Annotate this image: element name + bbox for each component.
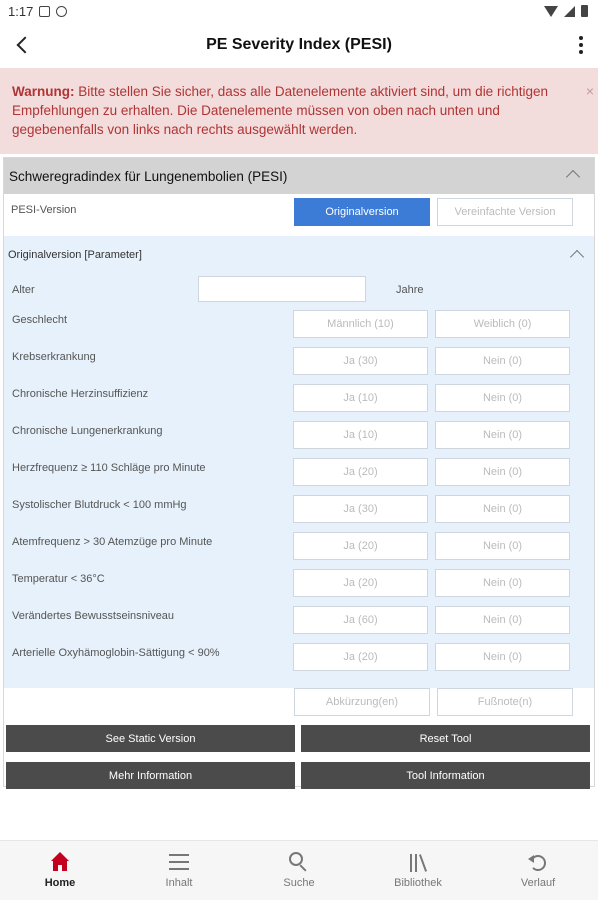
- pesi-card: [3, 157, 595, 787]
- signal-icon: [564, 6, 575, 17]
- param-row-temperature: [4, 569, 594, 606]
- close-icon[interactable]: ×: [585, 83, 594, 99]
- nav-history[interactable]: [478, 841, 598, 900]
- param-row-systolic-bp: [4, 495, 594, 532]
- status-left: [8, 4, 67, 19]
- age-label: Alter: [12, 284, 35, 296]
- nav-search[interactable]: [239, 841, 359, 900]
- option-no[interactable]: Nein (0): [435, 347, 570, 375]
- parameters-title: Originalversion [Parameter]: [8, 249, 142, 261]
- wifi-icon: [544, 6, 558, 17]
- tool-info-button[interactable]: Tool Information: [301, 762, 590, 789]
- option-no[interactable]: Nein (0): [435, 532, 570, 560]
- history-icon: [527, 851, 549, 873]
- version-row: [4, 194, 594, 234]
- param-label: Chronische Lungenerkrankung: [12, 425, 163, 437]
- nav-label: Home: [44, 877, 76, 889]
- param-row-heart-rate: [4, 458, 594, 495]
- param-row-cancer: [4, 347, 594, 384]
- option-no[interactable]: Nein (0): [435, 569, 570, 597]
- param-label: Herzfrequenz ≥ 110 Schläge pro Minute: [12, 462, 206, 474]
- back-button[interactable]: [8, 30, 38, 60]
- status-right: [544, 5, 588, 17]
- battery-icon: [581, 5, 588, 17]
- param-label: Geschlecht: [12, 314, 68, 326]
- static-version-button[interactable]: See Static Version: [6, 725, 295, 752]
- param-row-heart-failure: [4, 384, 594, 421]
- warning-text: Bitte stellen Sie sicher, dass alle Datenelemente aktiviert sind, um die richtigen Empfehlungen zu erhalten. Die Datenelemente müssen von oben nach unten und gegebenenfalls von links nach rechts ausgewählt werden.: [12, 84, 548, 137]
- option-no[interactable]: Nein (0): [435, 643, 570, 671]
- reset-tool-button[interactable]: Reset Tool: [301, 725, 590, 752]
- section-title: Schweregradindex für Lungenembolien (PESI): [9, 168, 288, 184]
- param-label: Arterielle Oxyhämoglobin-Sättigung < 90%: [12, 647, 220, 659]
- notification-icon: [39, 6, 50, 17]
- warning-banner: [0, 68, 598, 154]
- age-input[interactable]: [198, 276, 366, 302]
- app-bar: [0, 22, 598, 68]
- option-no[interactable]: Nein (0): [435, 421, 570, 449]
- back-arrow-icon: [17, 37, 34, 54]
- library-icon: [407, 851, 429, 873]
- param-label: Verändertes Bewusstseinsniveau: [12, 610, 175, 622]
- version-label: PESI-Version: [11, 204, 77, 216]
- option-yes[interactable]: Ja (10): [293, 384, 428, 412]
- param-row-consciousness: [4, 606, 594, 643]
- nav-label: Bibliothek: [394, 877, 442, 889]
- overflow-menu-button[interactable]: [570, 30, 592, 60]
- section-header[interactable]: [4, 158, 594, 194]
- chevron-up-icon: [566, 170, 580, 184]
- nav-label: Inhalt: [165, 877, 193, 889]
- option-no[interactable]: Nein (0): [435, 606, 570, 634]
- option-yes[interactable]: Ja (20): [293, 643, 428, 671]
- more-info-button[interactable]: Mehr Information: [6, 762, 295, 789]
- warning-prefix: Warnung:: [12, 84, 75, 99]
- more-vert-icon: [579, 36, 583, 40]
- nav-label: Suche: [283, 877, 315, 889]
- option-no[interactable]: Nein (0): [435, 384, 570, 412]
- param-label: Atemfrequenz > 30 Atemzüge pro Minute: [12, 536, 213, 548]
- param-row-sex: [4, 310, 594, 347]
- option-yes[interactable]: Ja (20): [293, 532, 428, 560]
- parameters-header[interactable]: [4, 236, 594, 274]
- search-icon: [288, 851, 310, 873]
- option-no[interactable]: Nein (0): [435, 458, 570, 486]
- param-label: Chronische Herzinsuffizienz: [12, 388, 149, 400]
- page-title: PE Severity Index (PESI): [206, 36, 392, 53]
- status-time: 1:17: [8, 3, 34, 19]
- option-yes[interactable]: Ja (30): [293, 347, 428, 375]
- param-row-oxygen-saturation: [4, 643, 594, 680]
- footnotes-button[interactable]: Fußnote(n): [437, 688, 573, 716]
- list-icon: [168, 851, 190, 873]
- parameters-panel: [4, 236, 594, 688]
- param-label: Systolischer Blutdruck < 100 mmHg: [12, 499, 187, 511]
- abbreviations-button[interactable]: Abkürzung(en): [294, 688, 430, 716]
- version-original-button[interactable]: Originalversion: [294, 198, 430, 226]
- option-yes[interactable]: Ja (20): [293, 458, 428, 486]
- card-actions: [4, 688, 594, 786]
- param-row-respiratory-rate: [4, 532, 594, 569]
- sync-icon: [56, 6, 67, 17]
- version-simplified-button[interactable]: Vereinfachte Version: [437, 198, 573, 226]
- param-label: Krebserkrankung: [12, 351, 96, 363]
- param-row-lung-disease: [4, 421, 594, 458]
- nav-contents[interactable]: [119, 841, 239, 900]
- option-no[interactable]: Nein (0): [435, 495, 570, 523]
- option-yes[interactable]: Ja (30): [293, 495, 428, 523]
- option-yes[interactable]: Ja (20): [293, 569, 428, 597]
- status-bar: [0, 0, 598, 22]
- nav-library[interactable]: [358, 841, 478, 900]
- nav-home[interactable]: [0, 841, 120, 900]
- option-male[interactable]: Männlich (10): [293, 310, 428, 338]
- chevron-up-icon: [570, 250, 584, 264]
- nav-label: Verlauf: [520, 877, 556, 889]
- age-unit: Jahre: [396, 284, 424, 296]
- param-label: Temperatur < 36°C: [12, 573, 105, 585]
- home-icon: [49, 851, 71, 873]
- option-yes[interactable]: Ja (10): [293, 421, 428, 449]
- option-female[interactable]: Weiblich (0): [435, 310, 570, 338]
- bottom-navigation: [0, 840, 598, 900]
- option-yes[interactable]: Ja (60): [293, 606, 428, 634]
